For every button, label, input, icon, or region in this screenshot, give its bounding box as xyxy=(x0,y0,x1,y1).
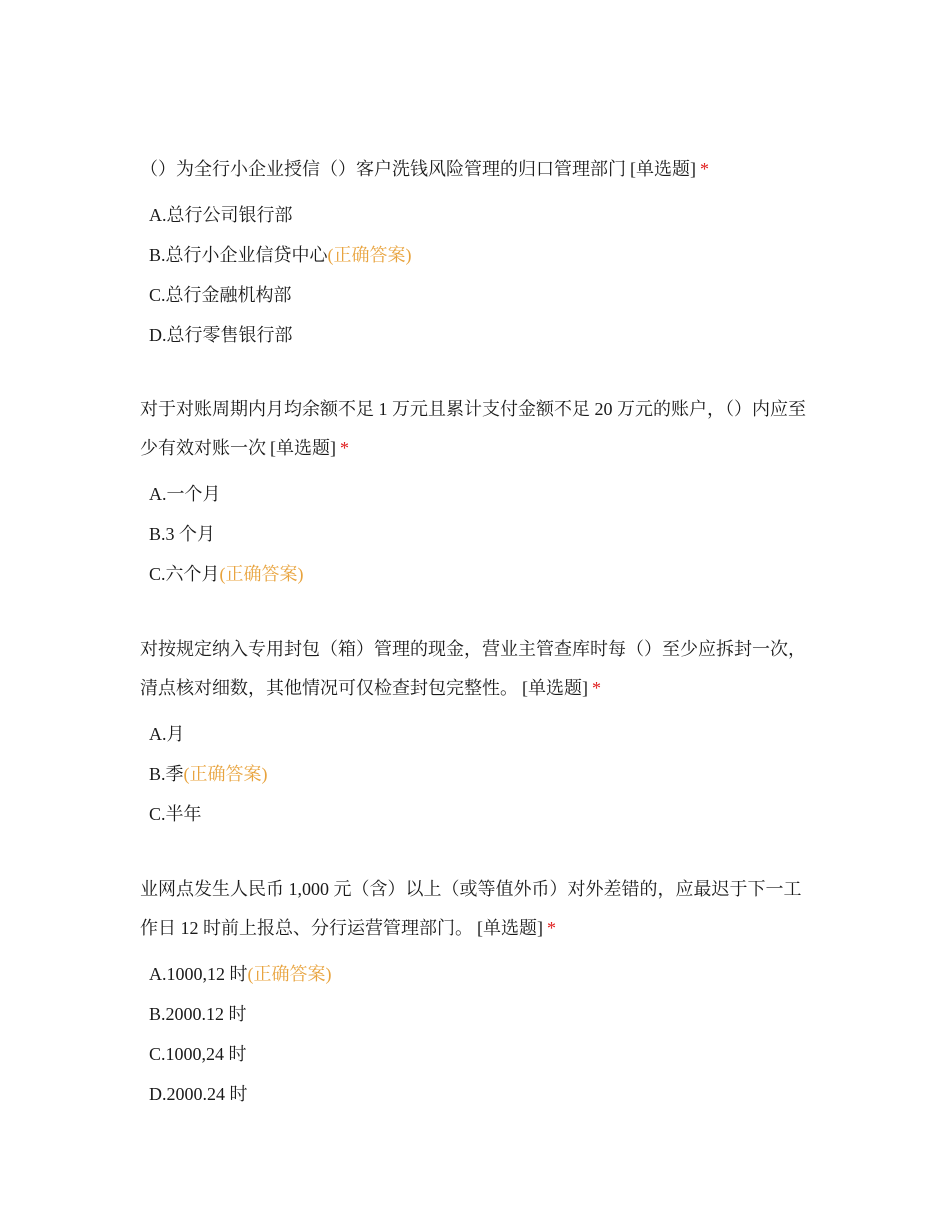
question-text: 对于对账周期内月均余额不足 1 万元且累计支付金额不足 20 万元的账户，（）内应至少有效对账一次 xyxy=(140,399,806,458)
option-label: A.月 xyxy=(149,724,185,744)
question-title xyxy=(140,630,810,708)
question-3 xyxy=(140,630,810,834)
option-list xyxy=(140,195,810,355)
question-title xyxy=(140,390,810,468)
option-label: A.总行公司银行部 xyxy=(149,205,293,225)
option-label: B.3 个月 xyxy=(149,524,216,544)
option-label: C.总行金融机构部 xyxy=(149,285,292,305)
option-label: A.一个月 xyxy=(149,484,221,504)
option-b xyxy=(149,235,810,275)
question-text: （）为全行小企业授信（）客户洗钱风险管理的归口管理部门 xyxy=(140,159,626,179)
option-label: D.总行零售银行部 xyxy=(149,325,293,345)
question-type-tag: [单选题] xyxy=(522,678,588,698)
option-label: C.半年 xyxy=(149,804,202,824)
option-list xyxy=(140,714,810,834)
question-text: 对按规定纳入专用封包（箱）管理的现金，营业主管查库时每（）至少应拆封一次，清点核对细数，其他情况可仅检查封包完整性。 xyxy=(140,639,806,698)
required-mark: * xyxy=(700,159,709,179)
option-a xyxy=(149,195,810,235)
correct-answer-tag: (正确答案) xyxy=(219,564,304,584)
option-d xyxy=(149,315,810,355)
question-text: 业网点发生人民币 1,000 元（含）以上（或等值外币）对外差错的，应最迟于下一工作日 12 时前上报总、分行运营管理部门。 xyxy=(140,879,802,938)
question-type-tag: [单选题] xyxy=(630,159,696,179)
required-mark: * xyxy=(592,678,601,698)
required-mark: * xyxy=(340,438,349,458)
question-4 xyxy=(140,870,810,1114)
required-mark: * xyxy=(547,918,556,938)
option-label: A.1000,12 时 xyxy=(149,964,248,984)
option-c xyxy=(149,794,810,834)
option-c xyxy=(149,1034,810,1074)
option-d xyxy=(149,1074,810,1114)
option-label: D.2000.24 时 xyxy=(149,1084,248,1104)
option-b xyxy=(149,514,810,554)
correct-answer-tag: (正确答案) xyxy=(247,964,332,984)
option-label: B.2000.12 时 xyxy=(149,1004,247,1024)
question-1 xyxy=(140,150,810,355)
option-a xyxy=(149,714,810,754)
option-label: C.六个月 xyxy=(149,564,220,584)
option-c xyxy=(149,554,810,594)
correct-answer-tag: (正确答案) xyxy=(327,245,412,265)
option-b xyxy=(149,994,810,1034)
question-title xyxy=(140,150,810,189)
question-type-tag: [单选题] xyxy=(477,918,543,938)
option-c xyxy=(149,275,810,315)
correct-answer-tag: (正确答案) xyxy=(183,764,268,784)
option-label: C.1000,24 时 xyxy=(149,1044,247,1064)
option-b xyxy=(149,754,810,794)
option-a xyxy=(149,474,810,514)
option-label: B.季 xyxy=(149,764,184,784)
option-list xyxy=(140,954,810,1114)
option-label: B.总行小企业信贷中心 xyxy=(149,245,328,265)
option-a xyxy=(149,954,810,994)
question-2 xyxy=(140,390,810,594)
question-type-tag: [单选题] xyxy=(270,438,336,458)
question-title xyxy=(140,870,810,948)
option-list xyxy=(140,474,810,594)
